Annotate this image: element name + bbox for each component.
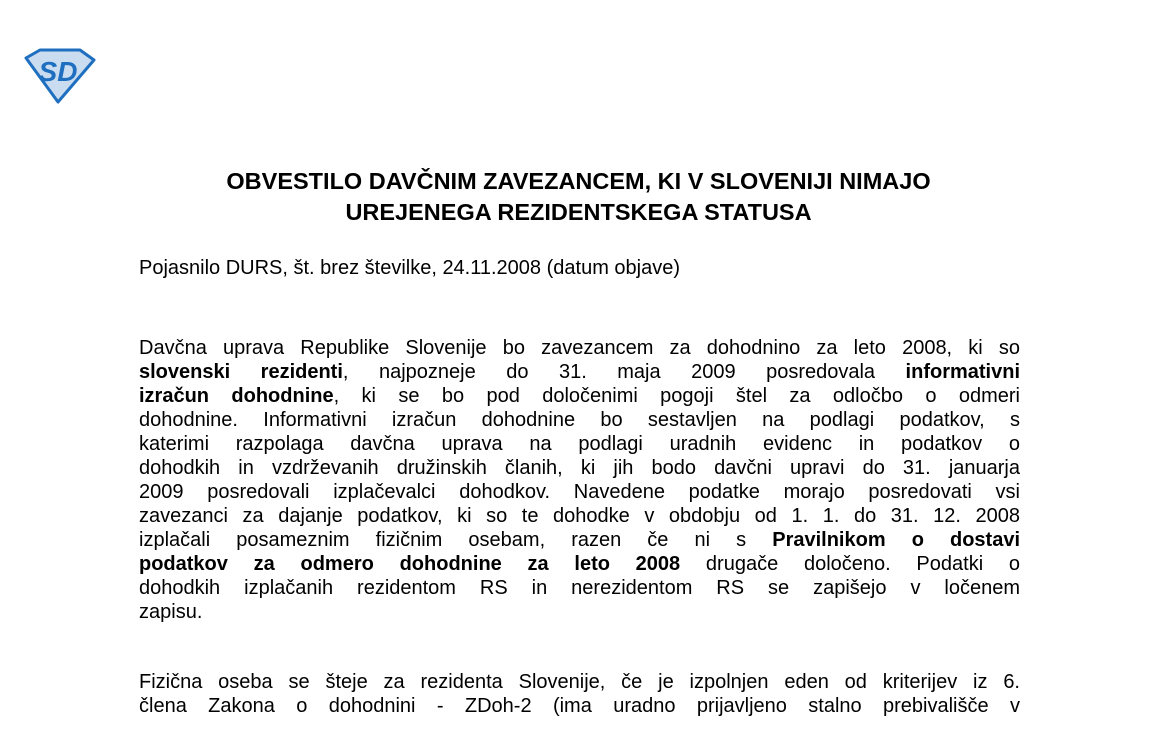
text-line (139, 528, 1020, 552)
text-line (139, 480, 1020, 504)
text: Fizična oseba se šteje za rezidenta Slovenije, če je izpolnjen eden od kriterijev iz 6. (139, 671, 1020, 693)
text: 2009 posredovali izplačevalci dohodkov. Navedene podatke morajo posredovati vsi (139, 481, 1020, 503)
text-line-content (139, 601, 202, 623)
bold-text: informativni (905, 361, 1020, 383)
text-line-content (139, 553, 1020, 575)
bold-text: podatkov za odmero dohodnine za leto 2008 (139, 553, 681, 575)
text-line-content (139, 695, 1020, 717)
text-line-content (139, 481, 1020, 503)
text: izplačali posameznim fizičnim osebam, razen če ni s (139, 529, 773, 551)
text-line-content (139, 529, 1020, 551)
text-line (139, 552, 1020, 576)
text-line (139, 360, 1020, 384)
text-line (139, 600, 1020, 624)
text-line (139, 408, 1020, 432)
text-line-content (139, 577, 1020, 599)
text: , najpozneje do 31. maja 2009 posredovala (342, 361, 906, 383)
text-line-content (139, 671, 1020, 693)
text-line (139, 456, 1020, 480)
text: člena Zakona o dohodnini - ZDoh-2 (ima uradno prijavljeno stalno prebivališče v (139, 695, 1020, 717)
text-line (139, 432, 1020, 456)
text-line (139, 670, 1020, 694)
text: zapisu. (139, 601, 203, 623)
document-title-line-2: UREJENEGA REZIDENTSKEGA STATUSA (345, 199, 812, 225)
text-line-content (139, 337, 1020, 359)
bold-text: izračun dohodnine (139, 385, 334, 407)
text-line-content (139, 385, 1020, 407)
document-title-line-1: OBVESTILO DAVČNIM ZAVEZANCEM, KI V SLOVENIJI NIMAJO (226, 168, 931, 194)
document-subtitle: Pojasnilo DURS, št. brez številke, 24.11.2008 (datum objave) (139, 257, 681, 279)
paragraph-2 (139, 670, 1020, 718)
text-line-content (139, 457, 1020, 479)
text-line-content (139, 505, 1020, 527)
text: Davčna uprava Republike Slovenije bo zavezancem za dohodnino za leto 2008, ki so (139, 337, 1020, 359)
text: dohodnine. Informativni izračun dohodnine bo sestavljen na podlagi podatkov, s (139, 409, 1020, 431)
text-line-content (139, 409, 1020, 431)
text-line (139, 694, 1020, 718)
text-line (139, 384, 1020, 408)
text: , ki se bo pod določenimi pogoji štel za odločbo o odmeri (333, 385, 1020, 407)
paragraph-1 (139, 336, 1020, 624)
text: dohodkih izplačanih rezidentom RS in nerezidentom RS se zapišejo v ločenem (139, 577, 1020, 599)
text: drugače določeno. Podatki o (680, 553, 1020, 575)
sd-logo (22, 48, 96, 104)
svg-text:SD: SD (38, 56, 78, 87)
text: zavezanci za dajanje podatkov, ki so te dohodke v obdobju od 1. 1. do 31. 12. 2008 (139, 505, 1020, 527)
text-line-content (139, 433, 1020, 455)
text-line (139, 336, 1020, 360)
text: dohodkih in vzdrževanih družinskih članih, ki jih bodo davčni upravi do 31. januarja (139, 457, 1020, 479)
text-line-content (139, 361, 1020, 383)
text-line (139, 504, 1020, 528)
bold-text: slovenski rezidenti (139, 361, 343, 383)
text: katerimi razpolaga davčna uprava na podlagi uradnih evidenc in podatkov o (139, 433, 1020, 455)
bold-text: Pravilnikom o dostavi (772, 529, 1021, 551)
text-line (139, 576, 1020, 600)
